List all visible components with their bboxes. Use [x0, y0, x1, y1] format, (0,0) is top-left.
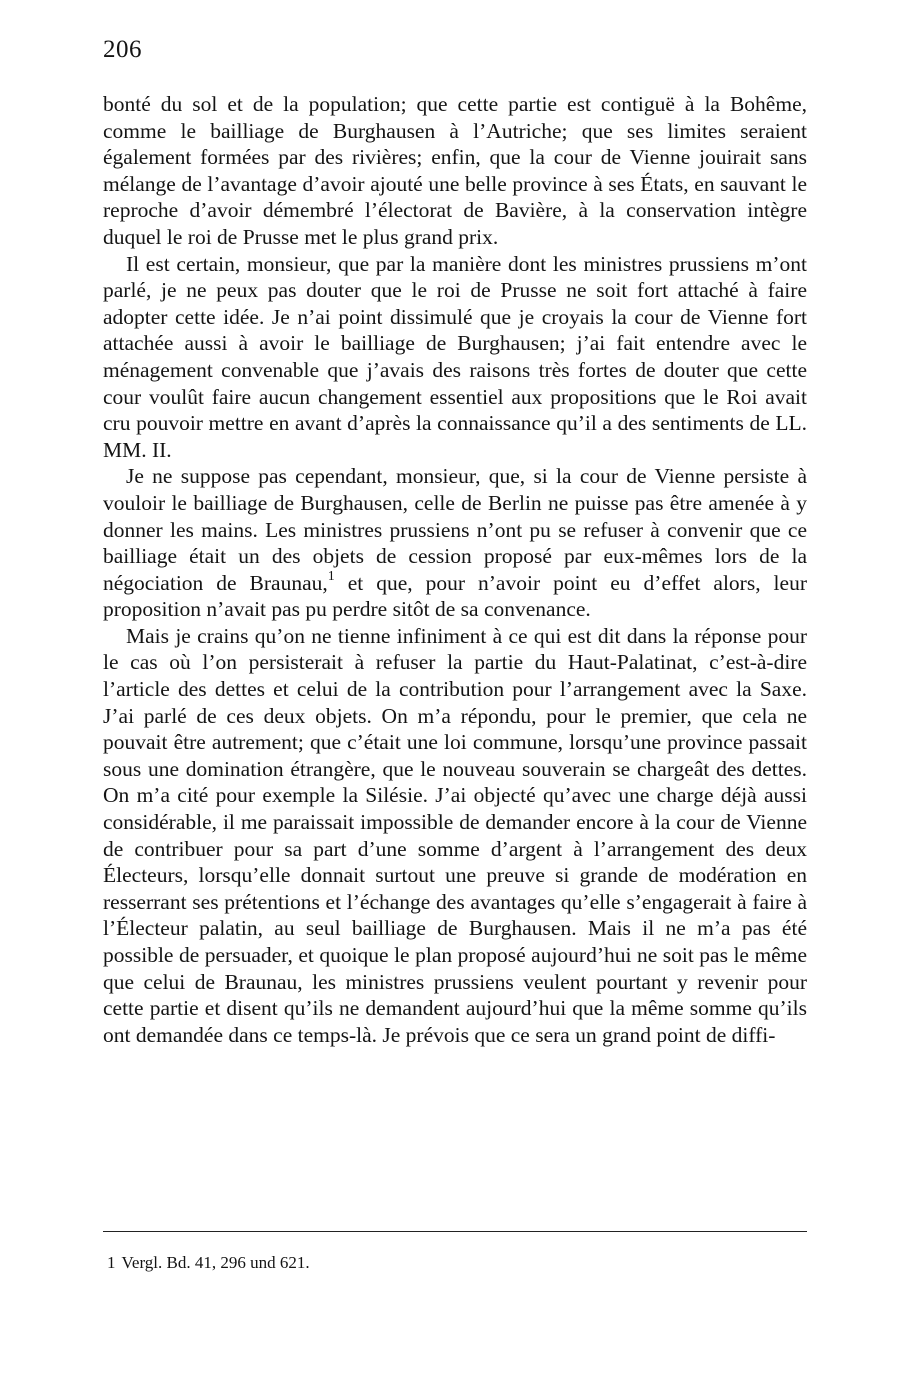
- footnote-text: Vergl. Bd. 41, 296 und 621.: [121, 1253, 310, 1272]
- paragraph-2: Il est certain, monsieur, que par la manière dont les ministres prussiens m’ont parlé, je ne peux pas douter que le roi de Prusse ne soit fort attaché à faire adopter cette idée. Je n’ai point dissimulé que je croyais la cour de Vienne fort attachée aussi à avoir le bailliage de Burghausen; j’ai fait entendre avec le ménagement convenable que j’avais des raisons très fortes de douter que cette cour voulût faire aucun changement essentiel aux propositions que le Roi avait cru pouvoir mettre en avant d’après la connaissance qu’il a des sentiments de LL. MM. II.: [103, 251, 807, 462]
- paragraph-1: bonté du sol et de la population; que cette partie est contiguë à la Bohême, comme le bailliage de Burghausen à l’Autriche; que ses limites seraient également formées par des rivières; enfin, que la cour de Vienne jouirait sans mélange de l’avantage d’avoir ajouté une belle province à ses États, en sauvant le reproche d’avoir démembré l’électorat de Bavière, à la conservation intègre duquel le roi de Prusse met le plus grand prix.: [103, 92, 807, 249]
- paragraph-4: Mais je crains qu’on ne tienne infiniment à ce qui est dit dans la réponse pour le cas où l’on persisterait à refuser la partie du Haut-Palatinat, c’est-à-dire l’article des dettes et celui de la contribution pour l’arrangement avec la Saxe. J’ai parlé de ces deux objets. On m’a répondu, pour le premier, que cela ne pouvait être autrement; que c’était une loi commune, lorsqu’une province passait sous une domination étrangère, que le nouveau souverain se chargeât des dettes. On m’a cité pour exemple la Silésie. J’ai objecté qu’avec une charge déjà aussi considérable, il me paraissait impossible de demander encore à la cour de Vienne de contribuer pour sa part d’une somme d’argent à l’arrangement des deux Électeurs, lorsqu’elle donnait surtout une preuve si grande de modération en resserrant ses prétentions et l’échange des avantages qu’elle s’engagerait à faire à l’Électeur palatin, au seul bailliage de Burghausen. Mais il ne m’a pas été possible de persuader, et quoique le plan proposé aujourd’hui ne soit pas le même que celui de Braunau, les ministres prussiens veulent pourtant y revenir pour cette partie et disent qu’ils ne demandent aujourd’hui que la même somme qu’ils ont demandée dans ce temps-là. Je prévois que ce sera un grand point de diffi-: [103, 623, 807, 1047]
- paragraph-3-text-before: Je ne suppose pas cependant, monsieur, que, si la cour de Vienne persiste à vouloir le bailliage de Burghausen, celle de Berlin ne puisse pas être amenée à y donner les mains. Les ministres prussiens n’ont pu se refuser à convenir que ce bailliage était un des objets de cession proposé par eux-mêmes lors de la négociation de Braunau,: [103, 464, 807, 595]
- paragraph-3: [103, 463, 807, 623]
- footnote: [107, 1252, 310, 1274]
- footnote-mark: 1: [107, 1253, 116, 1272]
- footnote-reference[interactable]: 1: [327, 568, 335, 584]
- body-text: [103, 91, 807, 1048]
- footnote-divider: [103, 1231, 807, 1232]
- paragraph-3-text-after: et que, pour n’avoir point eu d’effet alors, leur proposition n’avait pas pu perdre sitôt de sa convenance.: [103, 570, 807, 622]
- page-number: 206: [103, 36, 142, 63]
